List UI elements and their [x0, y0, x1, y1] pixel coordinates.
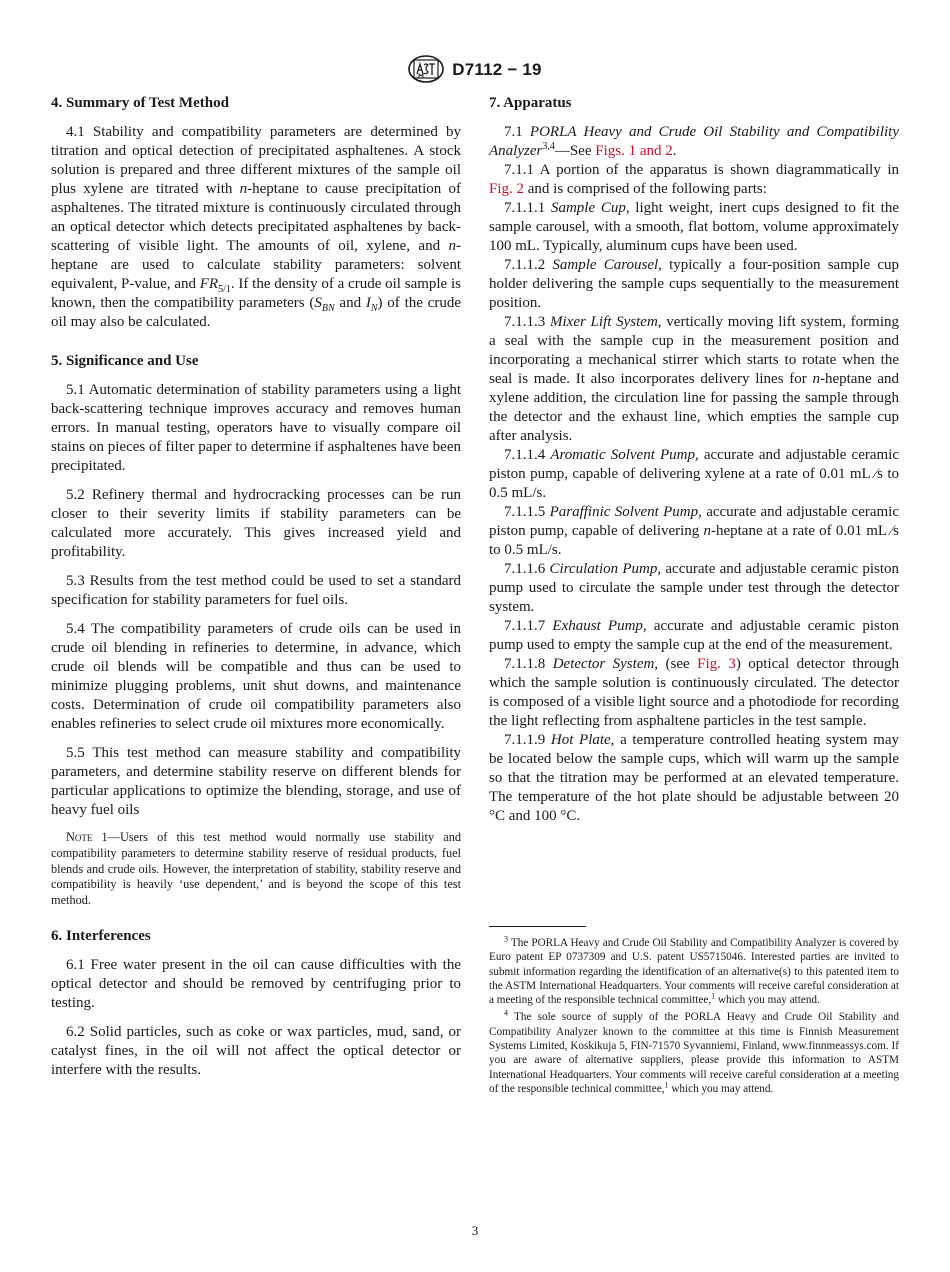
item-exhaust-pump: 7.1.1.7 Exhaust Pump, accurate and adjustable ceramic piston pump used to empty the sample cup at the end of the measurement.	[489, 618, 900, 653]
footnote-4: $^4$ The sole source of supply of the PORLA Heavy and Crude Oil Stability and Compatibility Analyzer known to the committee at this time is Finnish Measurement Systems Limited, Koskikuja 5, FIN-71570 Syvanniemi, Finland, www.finnmeassys.com. If you are aware of alternative suppliers, please provide this information to ASTM International Headquarters. Your comments will receive careful consideration at a meeting of the responsible technical committee,$^1$ which you may attend.	[489, 1008, 899, 1095]
document-designation: D7112 − 19	[452, 59, 542, 79]
page-number: 3	[471, 1223, 479, 1238]
item-circulation-pump: 7.1.1.6 Circulation Pump, accurate and adjustable ceramic piston pump used to circulate the sample under test through the detector system.	[489, 561, 900, 615]
footnote-3: $^3$ The PORLA Heavy and Crude Oil Stability and Compatibility Analyzer is covered by Euro patent EP 0737309 and U.S. patent US5715046. Interested parties are invited to submit information regarding the identification of an alternative(s) to this patented item to the ASTM International Headquarters. Your comments will receive careful consideration at a meeting of the responsible technical committee,$^1$ which you may attend.	[489, 934, 899, 1007]
item-paraffinic-solvent-pump: 7.1.1.5 Paraffinic Solvent Pump, accurate and adjustable ceramic piston pump, capable of delivering n-heptane at a rate of 0.01 mL ⁄s to 0.5 mL/s.	[489, 504, 900, 558]
item-detector-system: 7.1.1.8 Detector System, (see Fig. 3) optical detector through which the sample solution is continuously circulated. The detector is composed of a visible light source and a photodiode for recording the light reflecting from asphaltene particles in the test sample.	[489, 656, 899, 729]
item-sample-cup: 7.1.1.1 Sample Cup, light weight, inert cups designed to fit the sample carousel, with a smooth, flat bottom, volume approximately 100 mL. Typically, aluminum cups have been used.	[489, 200, 899, 254]
astm-logo-icon	[408, 54, 444, 84]
paragraph-6-2: 6.2 Solid particles, such as coke or wax particles, mud, sand, or catalyst fines, in the oil will not affect the optical detector or interfere with the results.	[51, 1023, 461, 1078]
fig-2-link[interactable]: Fig. 2	[489, 181, 525, 197]
paragraph-4-1: 4.1 Stability and compatibility parameters are determined by titration and optical detection of precipitated asphaltenes. A stock solution is prepared and three different mixtures of the sample oil plus xylene are titrated with n-heptane to cause precipitation of asphaltenes. The titrated mixture is continuously circulated through an optical detector which detects precipitated asphaltenes by back-scattering of visible light. The amounts of oil, xylene, and n-heptane are used to calculate stability parameters: solvent equivalent, P-value, and $FR_{5/1}$. If the density of a crude oil sample is known, then the compatibility parameters ($S_{BN}$ and $I_N$) of the crude oil may also be calculated.	[51, 124, 461, 330]
item-sample-carousel: 7.1.1.2 Sample Carousel, typically a four-position sample cup holder delivering the sample cups sequentially to the measurement position.	[489, 257, 899, 311]
paragraph-6-1: 6.1 Free water present in the oil can cause difficulties with the optical detector and should be removed by centrifuging prior to testing.	[51, 956, 461, 1011]
footnote-divider	[489, 926, 586, 927]
section-6-heading: 6. Interferences	[51, 927, 151, 944]
paragraph-5-2: 5.2 Refinery thermal and hydrocracking processes can be run closer to their severity limits if stability parameters can be calculated more accurately. This gives increased yield and profitability.	[51, 487, 461, 560]
left-column	[51, 94, 461, 1090]
page-header	[0, 54, 950, 84]
figs-1-2-link[interactable]: Figs. 1 and 2	[595, 143, 673, 159]
item-mixer-lift-system: 7.1.1.3 Mixer Lift System, vertically moving lift system, forming a seal with the sample cup in the measurement position and incorporating a mechanical stirrer which starts to rotate when the seal is made. It also incorporates delivery lines for n-heptane and xylene addition, the circulation line for passing the sample through the detector and the exhaust line, which empties the sample cup after analysis.	[489, 314, 899, 444]
item-aromatic-solvent-pump: 7.1.1.4 Aromatic Solvent Pump, accurate and adjustable ceramic piston pump, capable of delivering xylene at a rate of 0.01 mL ⁄s to 0.5 mL/s.	[489, 447, 900, 501]
paragraph-5-1: 5.1 Automatic determination of stability parameters using a light back-scattering technique improves accuracy and removes human errors. In manual testing, operators have to visually compare oil stains on pieces of filter paper to determine if asphaltenes have been precipitated.	[51, 382, 461, 474]
section-4-heading: 4. Summary of Test Method	[51, 95, 229, 111]
fig-3-link[interactable]: Fig. 3	[697, 656, 736, 672]
note-1: Note 1—Users of this test method would normally use stability and compatibility parameters to determine stability reserve of residual products, fuel blends and crude oils. However, the interpretation of stability, stability reserve and compatibility is heavily ‘use dependent,’ and is beyond the scope of this test method.	[51, 830, 461, 908]
paragraph-7-1: 7.1 PORLA Heavy and Crude Oil Stability and Compatibility Analyzer$^{3,4}$—See Figs. 1 and 2.	[489, 124, 899, 159]
right-column	[489, 94, 899, 826]
paragraph-5-4: 5.4 The compatibility parameters of crude oils can be used in crude oil blending in refineries to determine, in advance, which crude oil blends will be compatible and thus can be used to minimize plugging problems, unit shut downs, and maintenance costs. Determination of crude oil compatibility parameters also enables refineries to select crude oil mixtures more economically.	[51, 621, 461, 732]
item-hot-plate: 7.1.1.9 Hot Plate, a temperature controlled heating system may be located below the sample cups, which will warm up the sample so that the titration may be performed at an elevated temperature. The temperature of the hot plate should be adjustable between 20 °C and 100 °C.	[489, 732, 899, 824]
footnotes	[489, 926, 899, 1099]
paragraph-5-5: 5.5 This test method can measure stability and compatibility parameters, and determine stability reserve on different blends for particular applications to optimize the blending, storage, and use of heavy fuel oils	[51, 745, 461, 818]
paragraph-7-1-1: 7.1.1 A portion of the apparatus is shown diagrammatically in Fig. 2 and is comprised of the following parts:	[489, 162, 899, 197]
section-7-heading: 7. Apparatus	[489, 95, 572, 111]
section-5-heading: 5. Significance and Use	[51, 353, 199, 369]
paragraph-5-3: 5.3 Results from the test method could be used to set a standard specification for stability parameters for fuel oils.	[51, 573, 461, 608]
